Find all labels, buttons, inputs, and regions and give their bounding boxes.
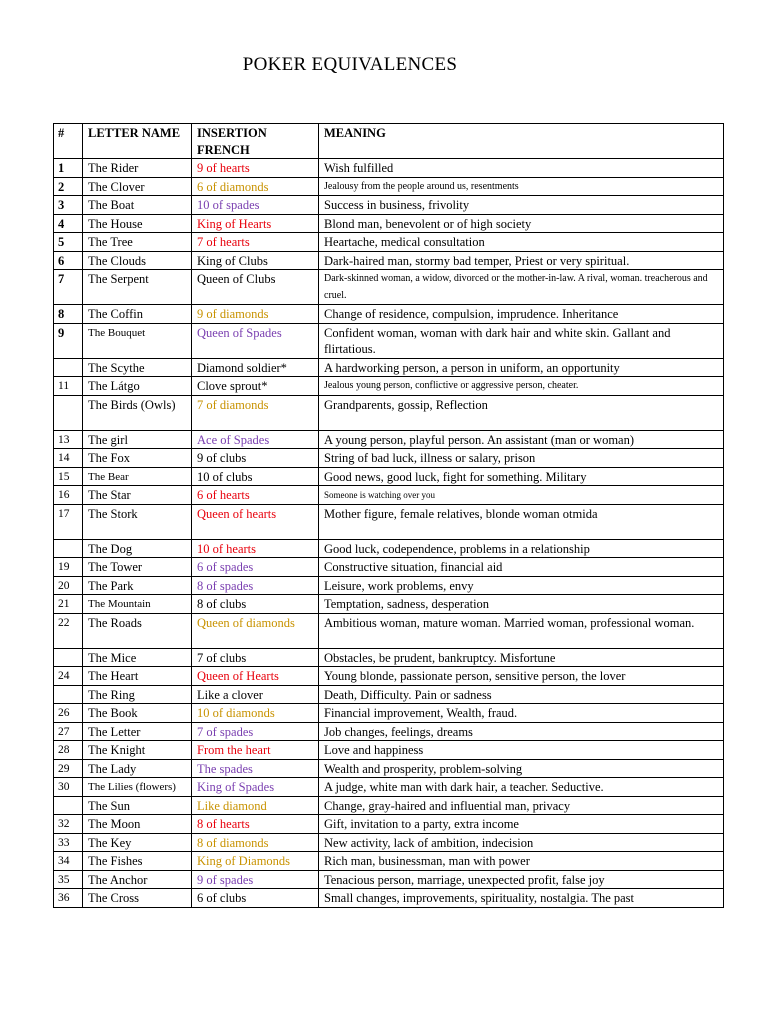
card-insertion: 6 of diamonds — [192, 177, 319, 196]
card-meaning: Job changes, feelings, dreams — [319, 722, 724, 741]
card-meaning: Jealous young person, conflictive or aggressive person, cheater. — [319, 377, 724, 396]
card-name: The Park — [83, 576, 192, 595]
card-meaning: Someone is watching over you — [319, 486, 724, 505]
card-number: 21 — [54, 595, 83, 614]
table-row — [54, 595, 724, 614]
card-name: The Heart — [83, 667, 192, 686]
table-row — [54, 833, 724, 852]
card-number: 24 — [54, 667, 83, 686]
card-name: The Fishes — [83, 852, 192, 871]
header-meaning: MEANING — [319, 124, 724, 159]
card-meaning: Leisure, work problems, envy — [319, 576, 724, 595]
card-name: The Knight — [83, 741, 192, 760]
table-row — [54, 305, 724, 324]
card-insertion: King of Clubs — [192, 251, 319, 270]
card-name: The Star — [83, 486, 192, 505]
card-number: 20 — [54, 576, 83, 595]
card-name: The House — [83, 214, 192, 233]
card-name: The Mice — [83, 648, 192, 667]
card-insertion: Diamond soldier* — [192, 358, 319, 377]
card-insertion: King of Hearts — [192, 214, 319, 233]
card-insertion: 7 of clubs — [192, 648, 319, 667]
card-insertion: King of Spades — [192, 778, 319, 797]
card-number: 9 — [54, 323, 83, 358]
card-number — [54, 796, 83, 815]
card-name: The Serpent — [83, 270, 192, 305]
table-row — [54, 323, 724, 358]
card-name: The Bouquet — [83, 323, 192, 358]
card-meaning: Tenacious person, marriage, unexpected profit, false joy — [319, 870, 724, 889]
table-row — [54, 815, 724, 834]
card-name: The Dog — [83, 539, 192, 558]
card-number: 8 — [54, 305, 83, 324]
card-insertion: 7 of diamonds — [192, 395, 319, 430]
card-meaning: Obstacles, be prudent, bankruptcy. Misfortune — [319, 648, 724, 667]
card-insertion: Like diamond — [192, 796, 319, 815]
card-name: The Sun — [83, 796, 192, 815]
table-row — [54, 889, 724, 908]
table-row — [54, 722, 724, 741]
card-insertion: 10 of clubs — [192, 467, 319, 486]
card-meaning: A hardworking person, a person in uniform, an opportunity — [319, 358, 724, 377]
card-meaning: Death, Difficulty. Pain or sadness — [319, 685, 724, 704]
card-meaning: Rich man, businessman, man with power — [319, 852, 724, 871]
card-number: 15 — [54, 467, 83, 486]
card-name: The Mountain — [83, 595, 192, 614]
card-name: The Lady — [83, 759, 192, 778]
card-number — [54, 358, 83, 377]
card-number: 19 — [54, 558, 83, 577]
card-insertion: Ace of Spades — [192, 430, 319, 449]
table-row — [54, 467, 724, 486]
card-number: 7 — [54, 270, 83, 305]
card-meaning: Temptation, sadness, desperation — [319, 595, 724, 614]
card-meaning: Jealousy from the people around us, resentments — [319, 177, 724, 196]
card-insertion: 10 of hearts — [192, 539, 319, 558]
card-number: 22 — [54, 613, 83, 648]
card-number: 26 — [54, 704, 83, 723]
header-insertion-french: INSERTION FRENCH — [192, 124, 319, 159]
card-name: The Stork — [83, 504, 192, 539]
card-insertion: 6 of spades — [192, 558, 319, 577]
card-number: 35 — [54, 870, 83, 889]
card-number: 5 — [54, 233, 83, 252]
card-insertion: 10 of diamonds — [192, 704, 319, 723]
card-meaning: Mother figure, female relatives, blonde woman otmida — [319, 504, 724, 539]
card-number: 2 — [54, 177, 83, 196]
card-meaning: New activity, lack of ambition, indecision — [319, 833, 724, 852]
table-row — [54, 870, 724, 889]
table-row — [54, 449, 724, 468]
card-name: The Letter — [83, 722, 192, 741]
card-name: The Rider — [83, 159, 192, 178]
card-meaning: A young person, playful person. An assistant (man or woman) — [319, 430, 724, 449]
card-name: The Coffin — [83, 305, 192, 324]
table-row — [54, 704, 724, 723]
table-row — [54, 613, 724, 648]
card-meaning: Blond man, benevolent or of high society — [319, 214, 724, 233]
card-name: The Lilies (flowers) — [83, 778, 192, 797]
table-row — [54, 233, 724, 252]
table-row — [54, 796, 724, 815]
card-insertion: 8 of clubs — [192, 595, 319, 614]
card-meaning: Constructive situation, financial aid — [319, 558, 724, 577]
card-insertion: 9 of clubs — [192, 449, 319, 468]
card-meaning: Gift, invitation to a party, extra income — [319, 815, 724, 834]
card-number: 16 — [54, 486, 83, 505]
card-number: 28 — [54, 741, 83, 760]
page-title: POKER EQUIVALENCES — [242, 54, 458, 75]
card-name: The Boat — [83, 196, 192, 215]
card-name: The Látgo — [83, 377, 192, 396]
table-row — [54, 196, 724, 215]
card-name: The Scythe — [83, 358, 192, 377]
table-row — [54, 667, 724, 686]
card-insertion: Queen of Spades — [192, 323, 319, 358]
card-name: The Bear — [83, 467, 192, 486]
card-number — [54, 395, 83, 430]
card-meaning: Small changes, improvements, spirituality, nostalgia. The past — [319, 889, 724, 908]
table-row — [54, 159, 724, 178]
card-name: The Fox — [83, 449, 192, 468]
table-row — [54, 852, 724, 871]
card-meaning: Success in business, frivolity — [319, 196, 724, 215]
card-insertion: Queen of hearts — [192, 504, 319, 539]
table-row — [54, 778, 724, 797]
card-number: 3 — [54, 196, 83, 215]
card-name: The girl — [83, 430, 192, 449]
card-name: The Cross — [83, 889, 192, 908]
card-insertion: Like a clover — [192, 685, 319, 704]
card-meaning: Financial improvement, Wealth, fraud. — [319, 704, 724, 723]
card-insertion: 9 of diamonds — [192, 305, 319, 324]
card-number: 30 — [54, 778, 83, 797]
card-number: 33 — [54, 833, 83, 852]
card-number: 17 — [54, 504, 83, 539]
card-number: 6 — [54, 251, 83, 270]
table-row — [54, 486, 724, 505]
card-name: The Tower — [83, 558, 192, 577]
card-insertion: 6 of clubs — [192, 889, 319, 908]
table-row — [54, 377, 724, 396]
card-meaning: Good luck, codependence, problems in a relationship — [319, 539, 724, 558]
card-insertion: Queen of Hearts — [192, 667, 319, 686]
card-number: 29 — [54, 759, 83, 778]
table-row — [54, 251, 724, 270]
card-number — [54, 648, 83, 667]
card-meaning: Ambitious woman, mature woman. Married woman, professional woman. — [319, 613, 724, 648]
card-meaning: Good news, good luck, fight for something. Military — [319, 467, 724, 486]
table-row — [54, 504, 724, 539]
card-meaning: Change of residence, compulsion, imprudence. Inheritance — [319, 305, 724, 324]
card-insertion: 6 of hearts — [192, 486, 319, 505]
card-number: 34 — [54, 852, 83, 871]
card-number: 1 — [54, 159, 83, 178]
table-row — [54, 395, 724, 430]
card-meaning: Change, gray-haired and influential man, privacy — [319, 796, 724, 815]
card-meaning: Wish fulfilled — [319, 159, 724, 178]
table-row — [54, 759, 724, 778]
card-insertion: 8 of diamonds — [192, 833, 319, 852]
card-insertion: King of Diamonds — [192, 852, 319, 871]
card-insertion: 8 of spades — [192, 576, 319, 595]
card-number: 11 — [54, 377, 83, 396]
card-meaning: Dark-haired man, stormy bad temper, Priest or very spiritual. — [319, 251, 724, 270]
card-name: The Ring — [83, 685, 192, 704]
header-letter-name: LETTER NAME — [83, 124, 192, 159]
header-row — [54, 124, 724, 159]
card-number: 36 — [54, 889, 83, 908]
table-row — [54, 430, 724, 449]
card-insertion: 10 of spades — [192, 196, 319, 215]
table-row — [54, 214, 724, 233]
card-meaning: Love and happiness — [319, 741, 724, 760]
card-insertion: The spades — [192, 759, 319, 778]
card-number: 27 — [54, 722, 83, 741]
card-number: 32 — [54, 815, 83, 834]
card-number: 14 — [54, 449, 83, 468]
card-meaning: Dark-skinned woman, a widow, divorced or the mother-in-law. A rival, woman. treacherous and cruel. — [319, 270, 724, 305]
card-insertion: Queen of Clubs — [192, 270, 319, 305]
card-name: The Clover — [83, 177, 192, 196]
table-row — [54, 648, 724, 667]
card-meaning: A judge, white man with dark hair, a teacher. Seductive. — [319, 778, 724, 797]
card-meaning: Wealth and prosperity, problem-solving — [319, 759, 724, 778]
table-row — [54, 741, 724, 760]
card-number: 13 — [54, 430, 83, 449]
card-meaning: Young blonde, passionate person, sensitive person, the lover — [319, 667, 724, 686]
card-insertion: From the heart — [192, 741, 319, 760]
card-name: The Tree — [83, 233, 192, 252]
card-name: The Anchor — [83, 870, 192, 889]
table-row — [54, 685, 724, 704]
table-row — [54, 358, 724, 377]
table-row — [54, 539, 724, 558]
table-row — [54, 270, 724, 305]
card-name: The Key — [83, 833, 192, 852]
card-meaning: Confident woman, woman with dark hair and white skin. Gallant and flirtatious. — [319, 323, 724, 358]
card-name: The Roads — [83, 613, 192, 648]
card-insertion: 8 of hearts — [192, 815, 319, 834]
equivalences-table — [53, 123, 724, 908]
card-name: The Book — [83, 704, 192, 723]
card-insertion: 9 of hearts — [192, 159, 319, 178]
table-row — [54, 558, 724, 577]
card-insertion: 9 of spades — [192, 870, 319, 889]
table-row — [54, 177, 724, 196]
card-meaning: Grandparents, gossip, Reflection — [319, 395, 724, 430]
card-number — [54, 685, 83, 704]
card-name: The Birds (Owls) — [83, 395, 192, 430]
card-insertion: Queen of diamonds — [192, 613, 319, 648]
header-number: # — [54, 124, 83, 159]
card-insertion: 7 of hearts — [192, 233, 319, 252]
card-name: The Clouds — [83, 251, 192, 270]
card-name: The Moon — [83, 815, 192, 834]
table-row — [54, 576, 724, 595]
card-number: 4 — [54, 214, 83, 233]
card-meaning: String of bad luck, illness or salary, prison — [319, 449, 724, 468]
card-insertion: Clove sprout* — [192, 377, 319, 396]
card-meaning: Heartache, medical consultation — [319, 233, 724, 252]
card-number — [54, 539, 83, 558]
card-insertion: 7 of spades — [192, 722, 319, 741]
